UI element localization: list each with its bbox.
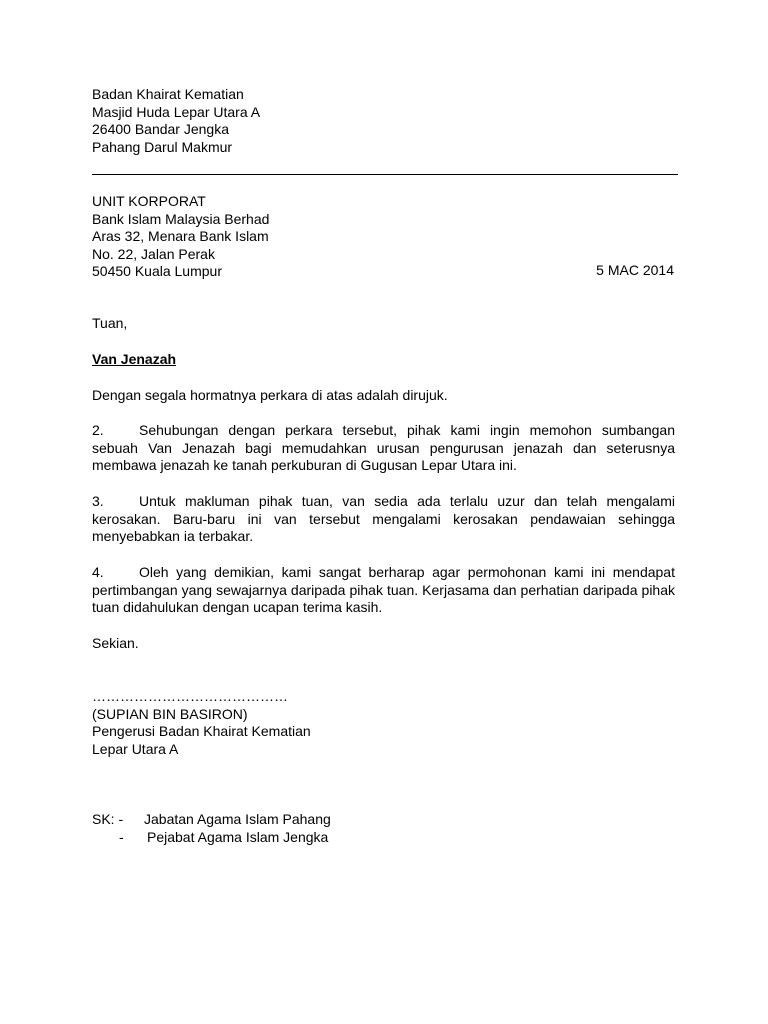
sender-line: Masjid Huda Lepar Utara A: [92, 103, 261, 120]
signatory-org: Lepar Utara A: [92, 740, 179, 757]
intro-paragraph: Dengan segala hormatnya perkara di atas adalah dirujuk.: [92, 387, 448, 403]
signature-dots: ……………………………………: [92, 688, 288, 704]
paragraph-3: [92, 493, 675, 546]
signatory-title: Pengerusi Badan Khairat Kematian: [92, 723, 311, 739]
sender-address: [92, 86, 678, 156]
recipient-line: UNIT KORPORAT: [92, 193, 206, 209]
recipient-line: Aras 32, Menara Bank Islam: [92, 228, 269, 244]
recipient-line: 50450 Kuala Lumpur: [92, 263, 222, 279]
paragraph-number: 3.: [92, 493, 104, 509]
signature-block: [92, 688, 678, 758]
recipient-line: No. 22, Jalan Perak: [92, 245, 215, 262]
cc-item: Pejabat Agama Islam Jengka: [147, 828, 329, 845]
letter-subject: Van Jenazah: [92, 351, 177, 367]
closing: Sekian.: [92, 635, 139, 651]
sender-line: 26400 Bandar Jengka: [92, 121, 229, 137]
sender-line: Badan Khairat Kematian: [92, 86, 244, 102]
cc-label: SK: -: [92, 811, 124, 827]
cc-row: [92, 811, 678, 829]
paragraph-number: 2.: [92, 422, 104, 438]
paragraph-text: Oleh yang demikian, kami sangat berharap agar permohonan kami ini mendapat pertimbangan yang sewajarnya daripada pihak tuan. Kerjasama dan perhatian daripada pihak tuan didahulukan dengan ucapan terima kasih.: [92, 564, 675, 615]
paragraph-text: Untuk makluman pihak tuan, van sedia ada terlalu uzur dan telah mengalami kerosakan. Baru-baru ini van tersebut mengalami kerosakan pendawaian sehingga menyebabkan ia terbakar.: [92, 493, 675, 544]
letter-date: 5 MAC 2014: [596, 262, 674, 278]
header-divider: [92, 174, 678, 175]
cc-item: Jabatan Agama Islam Pahang: [144, 811, 331, 827]
cc-dash: -: [119, 828, 124, 845]
paragraph-text: Sehubungan dengan perkara tersebut, pihak kami ingin memohon sumbangan sebuah Van Jenazah bagi memudahkan urusan pengurusan jenazah dan seterusnya membawa jenazah ke tanah perkuburan di Gugusan Lepar Utara ini.: [92, 422, 675, 473]
signatory-name: (SUPIAN BIN BASIRON): [92, 705, 248, 722]
paragraph-2: [92, 422, 675, 475]
cc-list: [92, 811, 678, 846]
salutation: Tuan,: [92, 315, 128, 331]
paragraph-number: 4.: [92, 564, 104, 580]
cc-row: [92, 829, 678, 847]
paragraph-4: [92, 564, 675, 617]
sender-line: Pahang Darul Makmur: [92, 138, 233, 155]
recipient-line: Bank Islam Malaysia Berhad: [92, 210, 270, 227]
